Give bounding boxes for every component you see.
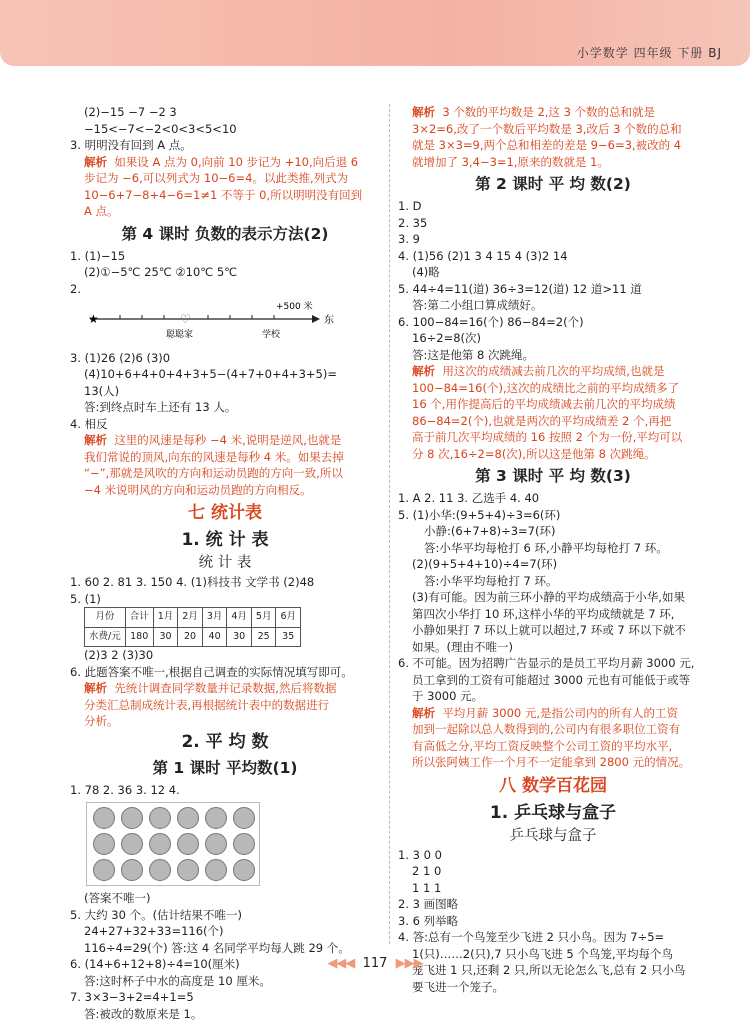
text-line: 1. (1)−15: [70, 248, 380, 265]
analysis-line: [398, 104, 708, 121]
analysis-text: 平均月薪 3000 元,是指公司内的所有人的工资: [442, 706, 678, 720]
number-line-top-label: +500 米: [276, 300, 313, 312]
arrow-right-icon: [312, 315, 320, 323]
text-line: 2. 3 画图略: [398, 896, 708, 913]
table-header-row: [85, 608, 301, 628]
analysis-line: 分析。: [70, 713, 380, 730]
text-line: 1. 3 0 0: [398, 847, 708, 864]
table-cell: 1月: [153, 608, 178, 628]
text-line: 小静:(6+7+8)÷3=7(环): [398, 523, 708, 540]
circle-shape: [149, 859, 171, 881]
text-line: (2)(9+5+4+10)÷4=7(环): [398, 556, 708, 573]
analysis-line: −4 米说明风的方向和运动员跑的方向相反。: [70, 482, 380, 499]
heart-icon: ♡: [180, 312, 191, 326]
column-divider: [389, 104, 390, 944]
analysis-line: 分类汇总制成统计表,再根据统计表中的数据进行: [70, 697, 380, 714]
text-line: 答:被改的数原来是 1。: [70, 1006, 380, 1022]
text-line: 6. 不可能。因为招聘广告显示的是员工平均月薪 3000 元,: [398, 655, 708, 672]
text-line: 1 1 1: [398, 880, 708, 897]
analysis-label: 解析: [412, 706, 435, 720]
text-line: −15<−7<−2<0<3<5<10: [70, 121, 380, 138]
text-line: 5. 44÷4=11(道) 36÷3=12(道) 12 道>11 道: [398, 281, 708, 298]
table-cell: 40: [202, 627, 227, 647]
text-line: 答:小华平均每枪打 7 环。: [398, 573, 708, 590]
text-line: 于 3000 元。: [398, 688, 708, 705]
circle-shape: [177, 833, 199, 855]
circle-shape: [205, 807, 227, 829]
text-line: (3)有可能。因为前三环小静的平均成绩高于小华,如果: [398, 589, 708, 606]
table-cell: 4月: [227, 608, 252, 628]
analysis-line: 100−84=16(个),这次的成绩比之前的平均成绩多了: [398, 380, 708, 397]
circle-shape: [177, 807, 199, 829]
star-icon: ★: [88, 312, 99, 326]
text-line: 答:到终点时车上还有 13 人。: [70, 399, 380, 416]
table-cell: 水费/元: [85, 627, 126, 647]
text-line: 1. A 2. 11 3. 乙选手 4. 40: [398, 490, 708, 507]
text-line: 2 1 0: [398, 863, 708, 880]
table-cell: 30: [227, 627, 252, 647]
text-line: 如果。(理由不唯一): [398, 639, 708, 656]
analysis-line: 高于前几次平均成绩的 16 按照 2 个为一份,平均可以: [398, 429, 708, 446]
text-line: 答:小华平均每枪打 6 环,小静平均每枪打 7 环。: [398, 540, 708, 557]
lesson-title: 第 3 课时 平 均 数(3): [398, 464, 708, 488]
text-line: 7. 3×3−3+2=4+1=5: [70, 989, 380, 1006]
table-cell: 3月: [202, 608, 227, 628]
analysis-label: 解析: [412, 364, 435, 378]
text-line: (4)略: [398, 264, 708, 281]
text-line: 3. 9: [398, 231, 708, 248]
text-line: 小静如果打 7 环以上就可以超过,7 环或 7 环以下就不: [398, 622, 708, 639]
lesson-title: 第 4 课时 负数的表示方法(2): [70, 222, 380, 246]
text-line: 答:第二小组口算成绩好。: [398, 297, 708, 314]
header-text: 小学数学 四年级 下册 BJ: [577, 44, 722, 61]
text-line: (2)−15 −7 −2 3: [70, 104, 380, 121]
analysis-line: 我们常说的顶风,向东的风速是每秒 4 米。如果去掉: [70, 449, 380, 466]
analysis-line: 加到一起除以总人数得到的,公司内有很多职位工资有: [398, 721, 708, 738]
analysis-line: “−”,那就是风吹的方向和运动员跑的方向一致,所以: [70, 465, 380, 482]
text-line: 3. 明明没有回到 A 点。: [70, 137, 380, 154]
analysis-text: 先统计调查同学数量并记录数据,然后将数据: [114, 681, 336, 695]
analysis-label: 解析: [84, 681, 107, 695]
number-line-home-label: 聪聪家: [166, 328, 193, 340]
page-number: 117: [363, 956, 388, 971]
analysis-text: 3 个数的平均数是 2,这 3 个数的总和就是: [442, 105, 655, 119]
circle-grid: [86, 802, 260, 886]
text-line: 116÷4=29(个) 答:这 4 名同学平均每人跳 29 个。: [70, 940, 380, 957]
analysis-line: 10−6+7−8+4−6=1≠1 不等于 0,所以明明没有回到: [70, 187, 380, 204]
text-line: 5. 大约 30 个。(估计结果不唯一): [70, 907, 380, 924]
text-line: 4. (1)56 (2)1 3 4 15 4 (3)2 14: [398, 248, 708, 265]
text-line: 4. 答:总有一个鸟笼至少飞进 2 只小鸟。因为 7÷5=: [398, 929, 708, 946]
table-cell: 180: [125, 627, 153, 647]
text-line: 2.: [70, 281, 380, 298]
table-cell: 月份: [85, 608, 126, 628]
text-line: 1. 60 2. 81 3. 150 4. (1)科技书 文学书 (2)48: [70, 574, 380, 591]
analysis-line: 86−84=2(个),也就是两次的平均成绩差 2 个,再把: [398, 413, 708, 430]
analysis-label: 解析: [84, 155, 107, 169]
water-fee-table: [84, 607, 301, 647]
circle-shape: [93, 833, 115, 855]
text-line: 1. 78 2. 36 3. 12 4.: [70, 782, 380, 799]
analysis-line: 有高低之分,平均工资反映整个公司工资的平均水平,: [398, 738, 708, 755]
analysis-text: 如果设 A 点为 0,向前 10 步记为 +10,向后退 6: [114, 155, 358, 169]
analysis-line: [70, 680, 380, 697]
left-column: [70, 104, 380, 1022]
right-arrows-icon: ▶▶▶: [396, 956, 423, 971]
text-line: 3. (1)26 (2)6 (3)0: [70, 350, 380, 367]
section-subtitle: 乒乓球与盒子: [398, 825, 708, 847]
text-line: 笼飞进 1 只,还剩 2 只,所以无论怎么飞,总有 2 只小鸟: [398, 962, 708, 979]
text-line: 第四次小华打 10 环,这样小华的平均成绩就是 7 环,: [398, 606, 708, 623]
circle-shape: [205, 833, 227, 855]
number-line-east-label: 东: [324, 313, 334, 326]
analysis-line: 分 8 次,16÷2=8(次),所以这是他第 8 次跳绳。: [398, 446, 708, 463]
circle-shape: [121, 807, 143, 829]
text-line: 要飞进一个笼子。: [398, 979, 708, 996]
analysis-line: 就是 3×3=9,两个总和相差的差是 9−6=3,被改的 4: [398, 137, 708, 154]
table-row: [85, 627, 301, 647]
right-column: [398, 104, 708, 995]
number-line-figure: [84, 299, 334, 343]
circle-shape: [93, 807, 115, 829]
circle-shape: [177, 859, 199, 881]
analysis-line: 步记为 −6,可以列式为 10−6=4。以此类推,列式为: [70, 170, 380, 187]
text-line: 答:这时杯子中水的高度是 10 厘米。: [70, 973, 380, 990]
circle-shape: [233, 807, 255, 829]
analysis-text: 用这次的成绩减去前几次的平均成绩,也就是: [442, 364, 664, 378]
section-title: 1. 乒乓球与盒子: [398, 801, 708, 825]
text-line: 1. D: [398, 198, 708, 215]
section-title: 1. 统 计 表: [70, 528, 380, 552]
analysis-text: 这里的风速是每秒 −4 米,说明是逆风,也就是: [114, 433, 341, 447]
circle-shape: [233, 833, 255, 855]
table-cell: 合计: [125, 608, 153, 628]
analysis-line: 就增加了 3,4−3=1,原来的数就是 1。: [398, 154, 708, 171]
analysis-line: [70, 432, 380, 449]
table-cell: 2月: [178, 608, 203, 628]
chapter-title: 八 数学百花园: [398, 773, 708, 799]
text-line: 5. (1)小华:(9+5+4)÷3=6(环): [398, 507, 708, 524]
table-cell: 6月: [276, 608, 301, 628]
text-line: 1(只)……2(只),7 只小鸟飞进 5 个鸟笼,平均每个鸟: [398, 946, 708, 963]
analysis-line: 3×2=6,改了一个数后平均数是 3,改后 3 个数的总和: [398, 121, 708, 138]
circle-shape: [121, 833, 143, 855]
circle-shape: [93, 859, 115, 881]
text-line: 5. (1): [70, 591, 380, 608]
text-line: 24+27+32+33=116(个): [70, 923, 380, 940]
circle-shape: [121, 859, 143, 881]
lesson-title: 第 2 课时 平 均 数(2): [398, 172, 708, 196]
analysis-line: [398, 363, 708, 380]
table-cell: 25: [251, 627, 276, 647]
number-line-school-label: 学校: [262, 328, 281, 340]
text-line: (答案不唯一): [70, 890, 380, 907]
text-line: 2. 35: [398, 215, 708, 232]
left-arrows-icon: ◀◀◀: [327, 956, 354, 971]
lesson-title: 第 1 课时 平均数(1): [70, 756, 380, 780]
text-line: 16÷2=8(次): [398, 330, 708, 347]
circle-shape: [149, 807, 171, 829]
text-line: 员工拿到的工资有可能超过 3000 元也有可能低于或等: [398, 672, 708, 689]
analysis-line: [398, 705, 708, 722]
table-cell: 5月: [251, 608, 276, 628]
circle-shape: [205, 859, 227, 881]
text-line: 6. 100−84=16(个) 86−84=2(个): [398, 314, 708, 331]
analysis-line: 所以张阿姨工作一个月不一定能拿到 2800 元的情况。: [398, 754, 708, 771]
analysis-label: 解析: [84, 433, 107, 447]
text-line: 6. (14+6+12+8)÷4=10(厘米): [70, 956, 380, 973]
table-cell: 30: [153, 627, 178, 647]
text-line: (2)3 2 (3)30: [70, 647, 380, 664]
text-line: 13(人): [70, 383, 380, 400]
text-line: (2)①−5℃ 25℃ ②10℃ 5℃: [70, 264, 380, 281]
text-line: 6. 此题答案不唯一,根据自己调查的实际情况填写即可。: [70, 664, 380, 681]
text-line: 答:这是他第 8 次跳绳。: [398, 347, 708, 364]
table-cell: 35: [276, 627, 301, 647]
page-footer: [0, 956, 750, 971]
analysis-line: 16 个,用作提高后的平均成绩减去前几次的平均成绩: [398, 396, 708, 413]
text-line: 4. 相反: [70, 416, 380, 433]
analysis-line: [70, 154, 380, 171]
section-subtitle: 统 计 表: [70, 552, 380, 574]
circle-shape: [149, 833, 171, 855]
section-title: 2. 平 均 数: [70, 730, 380, 754]
analysis-line: A 点。: [70, 203, 380, 220]
analysis-label: 解析: [412, 105, 435, 119]
table-cell: 20: [178, 627, 203, 647]
circle-shape: [233, 859, 255, 881]
text-line: (4)10+6+4+0+4+3+5−(4+7+0+4+3+5)=: [70, 366, 380, 383]
chapter-title: 七 统计表: [70, 500, 380, 526]
text-line: 3. 6 列举略: [398, 913, 708, 930]
